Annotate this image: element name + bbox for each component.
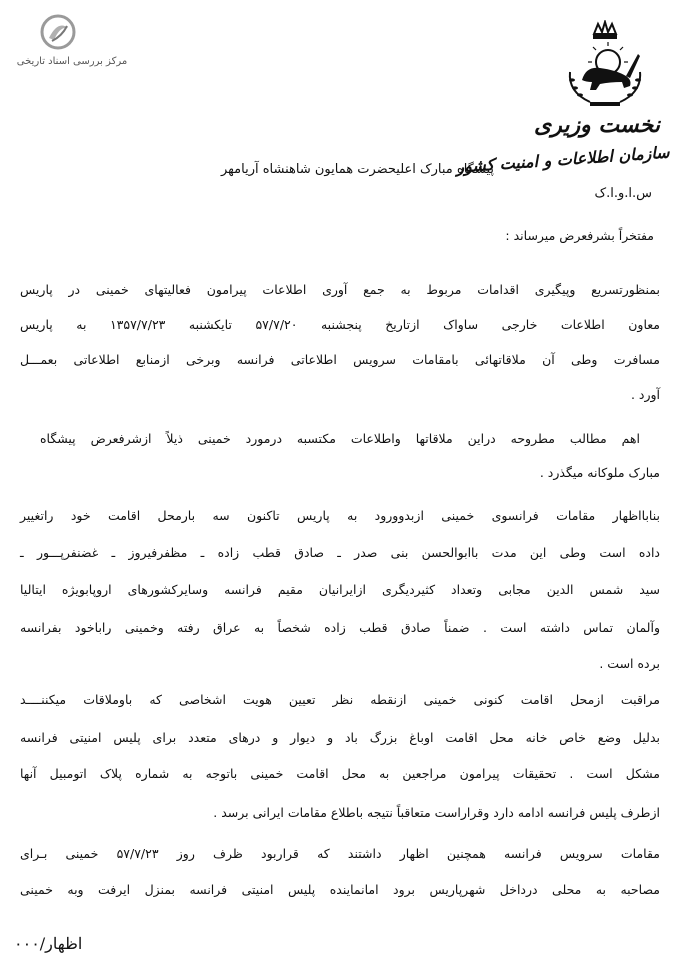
lion-and-sun-emblem-icon xyxy=(560,20,650,108)
body-line: مصاحبه به محلی درداخل شهرپاریس برود امانماینده پلیس امنیتی فرانسه بمنزل ایرفت وبه خمینی xyxy=(20,882,660,897)
body-line: اهم مطالب مطروحه دراین ملاقاتها واطلاعات مکتسبه درمورد خمینی ذیلاً ازشرفعرض پیشگاه xyxy=(40,431,640,446)
body-line: مبارک ملوکانه میگذرد . xyxy=(539,465,660,480)
body-line: سید شمس الدین مجابی وتعداد کثیردیگری ازایرانیان مقیم فرانسه وسایرکشورهای اروپابویژه ایتالیا xyxy=(20,582,660,597)
body-line: ازطرف پلیس فرانسه ادامه دارد وقراراست متعاقباً نتیجه باطلاع مقامات ایرانی برسد . xyxy=(213,805,660,820)
office-reference: س.ا.و.ا.ک xyxy=(594,186,652,201)
office-subtitle: سازمان اطلاعات و امنیت کشور xyxy=(455,142,671,177)
body-line: آورد . xyxy=(630,387,660,402)
body-line: مسافرت وطی آن ملاقاتهائی بامقامات سرویس اطلاعاتی فرانسه وبرخی ازمنابع اطلاعاتی بعمـــل xyxy=(20,352,660,367)
addressee-line: پیشگاه مبارک اعلیحضرت همایون شاهنشاه آریامهر xyxy=(221,162,494,177)
body-line: مراقبت ازمحل اقامت کنونی خمینی ازنقطه نظر تعیین هویت اشخاصی که باوملاقات میکننــــد xyxy=(20,692,660,707)
body-line: برده است . xyxy=(599,656,660,671)
archive-logo-icon xyxy=(40,14,76,50)
continuation-catchword: اظهار/۰۰۰ xyxy=(14,934,83,953)
salutation-line: مفتخراً بشرفعرض میرساند : xyxy=(505,228,654,243)
office-title: نخست وزیری xyxy=(534,112,660,138)
body-line: وآلمان تماس داشته است . ضمناً صادق قطب زاده شخصاً به عراق رفته وخمینی راباخود بفرانسه xyxy=(20,620,660,635)
body-line: مشکل است . تحقیقات پیرامون مراجعین به محل اقامت خمینی باتوجه به شماره پلاک اتومبیل آنها xyxy=(20,766,660,781)
body-line: بدلیل وضع خاص خانه محل اقامت اوباغ بزرگ باد و دیوار و درهای متعدد برای پلیس امنیتی فرانسه xyxy=(20,730,660,745)
body-line: مقامات سرویس فرانسه همچنین اظهار داشتند که قراربود ظرف روز ۵۷/۷/۲۳ خمینی بـرای xyxy=(20,846,660,861)
body-line: معاون اطلاعات خارجی ساواک ازتاریخ پنجشنبه ۵۷/۷/۲۰ تایکشنبه ۱۳۵۷/۷/۲۳ به پاریس xyxy=(20,317,660,332)
body-line: بمنظورتسریع وپیگیری اقدامات مربوط به جمع آوری اطلاعات پیرامون فعالیتهای خمینی در پاریس xyxy=(20,282,660,297)
body-line: داده است وطی این مدت باابوالحسن بنی صدر ـ صادق قطب زاده ـ مظفرفیروز ـ غضنفرپـــور ـ xyxy=(20,545,660,560)
body-line: بنابااظهار مقامات فرانسوی خمینی ازبدوورود به پاریس تاکنون سه بارمحل اقامت خود راتغییر xyxy=(20,508,660,523)
archive-label: مرکز بررسی اسناد تاریخی xyxy=(16,56,128,67)
archive-watermark xyxy=(8,14,138,74)
